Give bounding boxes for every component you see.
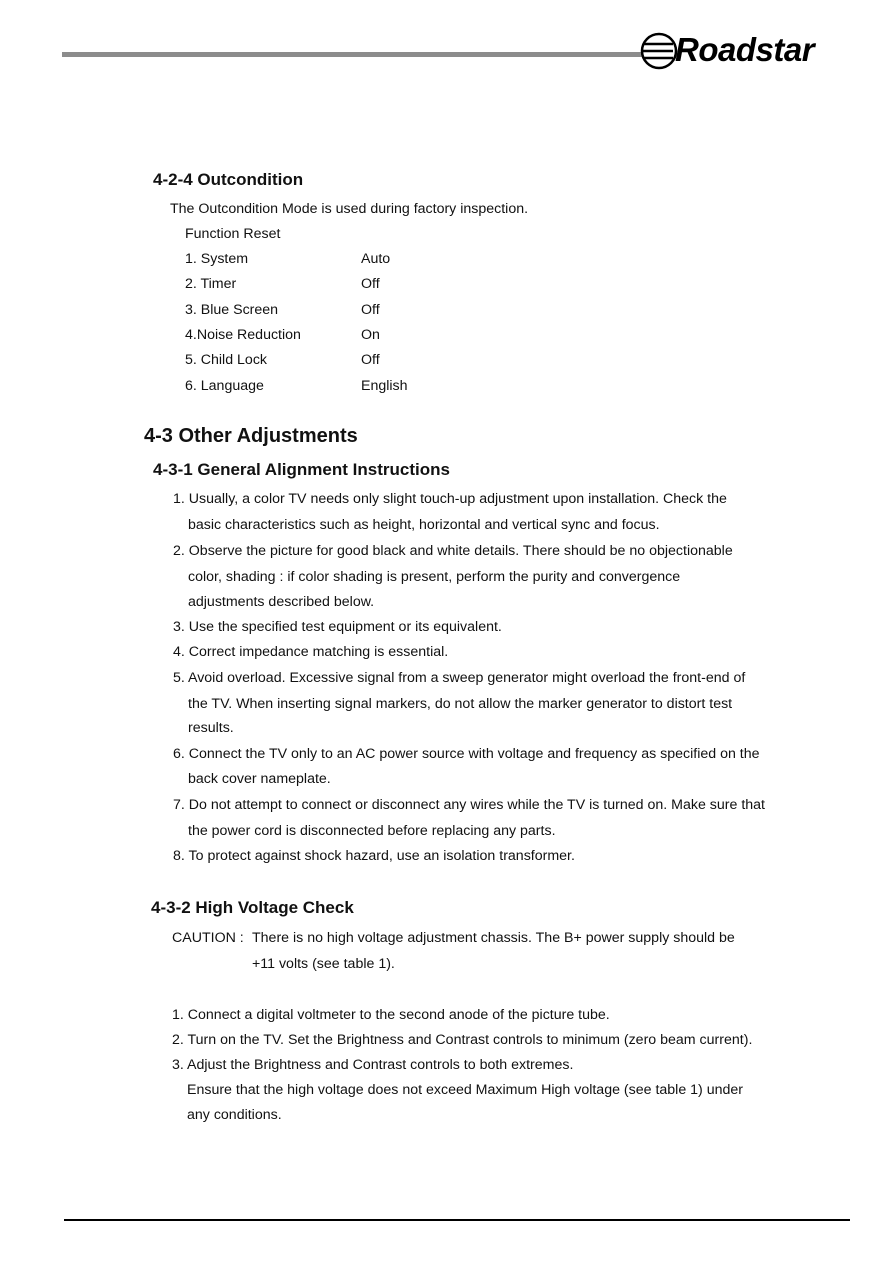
instruction-line: 5. Avoid overload. Excessive signal from a sweep generator might overload the front-end of bbox=[173, 670, 746, 686]
instruction-line: 8. To protect against shock hazard, use an isolation transformer. bbox=[173, 848, 575, 864]
setting-label: 6. Language bbox=[185, 378, 264, 394]
setting-label: 4.Noise Reduction bbox=[185, 327, 301, 343]
procedure-step: Ensure that the high voltage does not exceed Maximum High voltage (see table 1) under bbox=[187, 1082, 744, 1098]
setting-value: On bbox=[361, 327, 380, 343]
procedure-step: 3. Adjust the Brightness and Contrast controls to both extremes. bbox=[172, 1057, 574, 1073]
procedure-step: 1. Connect a digital voltmeter to the second anode of the picture tube. bbox=[172, 1007, 610, 1023]
caution-text: +11 volts (see table 1). bbox=[252, 956, 395, 972]
setting-value: Off bbox=[361, 276, 380, 292]
setting-value: Off bbox=[361, 302, 380, 318]
caution-label: CAUTION : bbox=[172, 930, 244, 946]
section-heading-high-voltage-check: 4-3-2 High Voltage Check bbox=[151, 898, 354, 917]
setting-label: 1. System bbox=[185, 251, 249, 267]
instruction-line: 7. Do not attempt to connect or disconnect any wires while the TV is turned on. Make sure that bbox=[173, 797, 765, 813]
setting-value: Off bbox=[361, 352, 380, 368]
setting-label: 2. Timer bbox=[185, 276, 237, 292]
procedure-step: any conditions. bbox=[187, 1107, 282, 1123]
section-heading-general-alignment: 4-3-1 General Alignment Instructions bbox=[153, 460, 450, 479]
section-heading-outcondition: 4-2-4 Outcondition bbox=[153, 170, 304, 189]
instruction-line: adjustments described below. bbox=[188, 594, 375, 610]
procedure-step: 2. Turn on the TV. Set the Brightness and Contrast controls to minimum (zero beam current). bbox=[172, 1032, 753, 1048]
outcondition-intro: The Outcondition Mode is used during factory inspection. bbox=[170, 201, 529, 217]
instruction-line: 1. Usually, a color TV needs only slight touch-up adjustment upon installation. Check the bbox=[173, 491, 727, 507]
header-rule bbox=[62, 52, 642, 57]
instruction-line: 2. Observe the picture for good black and white details. There should be no objectionable bbox=[173, 543, 733, 559]
setting-label: 3. Blue Screen bbox=[185, 302, 279, 318]
instruction-line: back cover nameplate. bbox=[188, 771, 331, 787]
instruction-line: results. bbox=[188, 720, 234, 736]
instruction-line: 6. Connect the TV only to an AC power source with voltage and frequency as specified on the bbox=[173, 746, 760, 762]
instruction-line: the TV. When inserting signal markers, do not allow the marker generator to distort test bbox=[188, 696, 733, 712]
brand-name: Roadstar bbox=[675, 31, 815, 68]
caution-text: There is no high voltage adjustment chassis. The B+ power supply should be bbox=[252, 930, 735, 946]
instruction-line: basic characteristics such as height, horizontal and vertical sync and focus. bbox=[188, 517, 660, 533]
setting-value: English bbox=[361, 378, 408, 394]
instruction-line: the power cord is disconnected before replacing any parts. bbox=[188, 823, 556, 839]
instruction-line: color, shading : if color shading is present, perform the purity and convergence bbox=[188, 569, 681, 585]
instruction-line: 3. Use the specified test equipment or its equivalent. bbox=[173, 619, 502, 635]
footer-rule bbox=[64, 1219, 850, 1221]
section-heading-other-adjustments: 4-3 Other Adjustments bbox=[144, 425, 358, 447]
instruction-line: 4. Correct impedance matching is essential. bbox=[173, 644, 449, 660]
function-reset-label: Function Reset bbox=[185, 226, 281, 242]
setting-label: 5. Child Lock bbox=[185, 352, 268, 368]
roadstar-logo bbox=[639, 30, 854, 72]
setting-value: Auto bbox=[361, 251, 391, 267]
